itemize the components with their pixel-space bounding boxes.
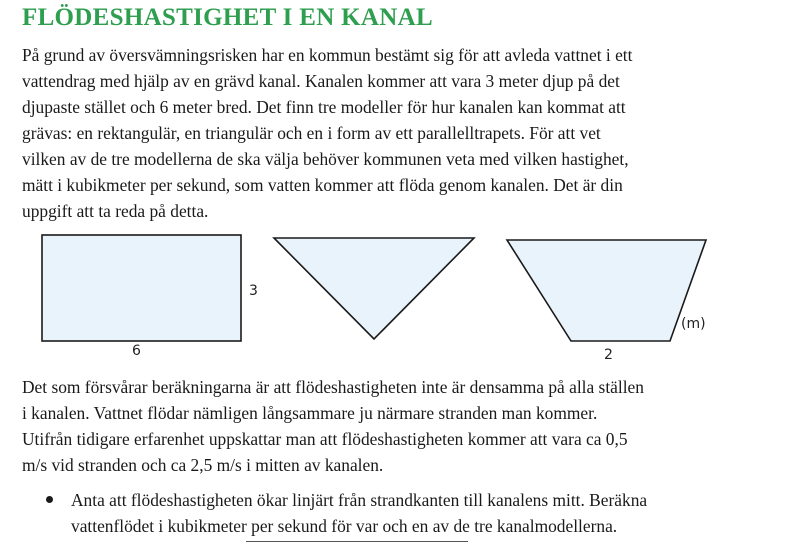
rect-width-label: 6 bbox=[132, 343, 141, 359]
second-line: Det som försvårar beräkningarna är att flödeshastigheten inte är densamma på alla ställen bbox=[22, 377, 644, 397]
intro-line: mätt i kubikmeter per sekund, som vatten kommer att flöda genom kanalen. Det är din bbox=[22, 175, 623, 195]
second-line: Utifrån tidigare erfarenhet uppskattar man att flödeshastigheten kommer att vara ca 0,5 bbox=[22, 429, 628, 449]
second-line: m/s vid stranden och ca 2,5 m/s i mitten av kanalen. bbox=[22, 455, 384, 475]
intro-line: uppgift att ta reda på detta. bbox=[22, 201, 209, 221]
second-line: i kanalen. Vattnet flödar nämligen långsammare ju närmare stranden man kommer. bbox=[22, 403, 598, 423]
canal-figures bbox=[0, 220, 799, 365]
intro-line: vattendrag med hjälp av en grävd kanal. Kanalen kommer att vara 3 meter djup på det bbox=[22, 71, 620, 91]
intro-line: grävas: en rektangulär, en triangulär och en i form av ett parallelltrapets. För att vet bbox=[22, 123, 601, 143]
trapezoid-bottom-label: 2 bbox=[604, 347, 613, 363]
rect-height-label: 3 bbox=[249, 283, 258, 299]
rectangular-canal-shape bbox=[42, 235, 241, 341]
unit-label: (m) bbox=[681, 316, 706, 332]
page-title: FLÖDESHASTIGHET I EN KANAL bbox=[22, 4, 433, 31]
bottom-divider bbox=[246, 541, 468, 542]
trapezoid-canal-shape bbox=[507, 240, 706, 341]
bullet-line: vattenflödet i kubikmeter per sekund för var och en av de tre kanalmodellerna. bbox=[71, 516, 618, 536]
intro-line: På grund av översvämningsrisken har en kommun bestämt sig för att avleda vattnet i ett bbox=[22, 45, 633, 65]
bullet-dot-icon bbox=[46, 496, 53, 503]
intro-line: djupaste stället och 6 meter bred. Det finn tre modeller för hur kanalen kan kommat att bbox=[22, 97, 626, 117]
bullet-line: Anta att flödeshastigheten ökar linjärt från strandkanten till kanalens mitt. Beräkna bbox=[71, 490, 648, 510]
intro-line: vilken av de tre modellerna de ska välja behöver kommunen veta med vilken hastighet, bbox=[22, 149, 629, 169]
intro-paragraph bbox=[22, 42, 782, 224]
second-paragraph bbox=[22, 374, 782, 478]
bullet-text bbox=[71, 487, 786, 539]
triangular-canal-shape bbox=[274, 238, 474, 339]
